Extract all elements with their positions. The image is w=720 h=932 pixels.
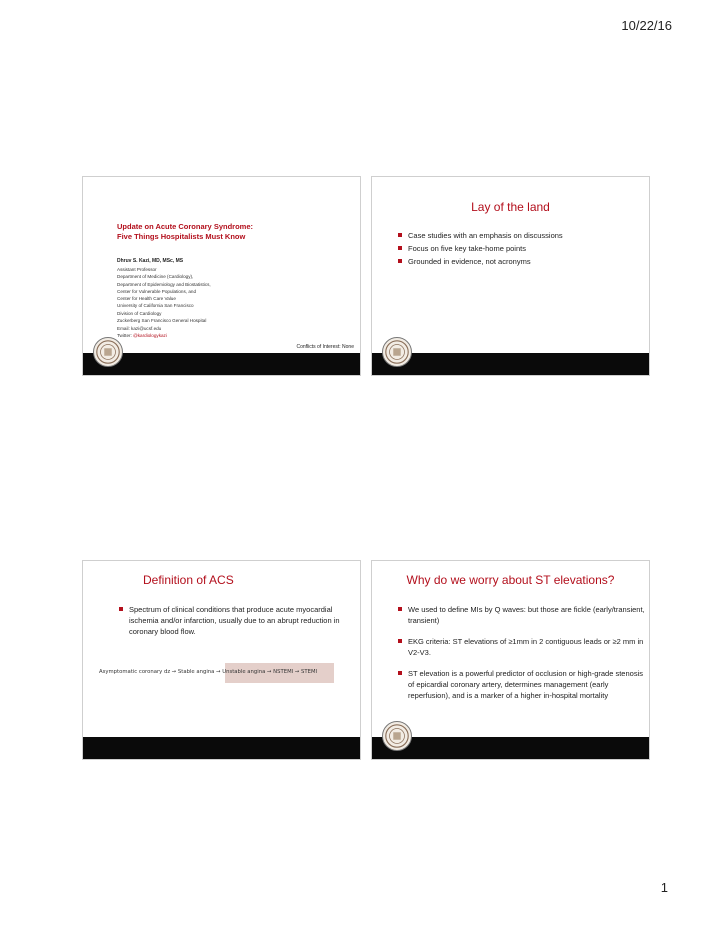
author-name: Dhruv S. Kazi, MD, MSc, MS — [117, 258, 184, 264]
slide-title: Definition of ACS — [143, 573, 234, 587]
slide-footer-band — [83, 737, 360, 759]
author-email: Email: kazi@ucsf.edu — [117, 326, 162, 331]
bullet-item: Case studies with an emphasis on discussions — [397, 230, 642, 241]
presentation-title — [117, 222, 317, 242]
title-line-2: Five Things Hospitalists Must Know — [117, 232, 246, 241]
bullet-item: ST elevation is a powerful predictor of occlusion or high-grade stenosis of epicardial coronary artery, determines management (early reperfusion), and is a marker of a higher in-hospital mortality — [397, 668, 647, 701]
slide-footer-band — [372, 737, 649, 759]
twitter-handle: @kardiologykazi — [133, 333, 167, 338]
bullet-item: Spectrum of clinical conditions that produce acute myocardial ischemia and/or infarction, usually due to an abrupt reduction in coronary blood flow. — [118, 604, 343, 637]
slide-footer-band — [372, 353, 649, 375]
affiliation-line: University of California San Francisco — [117, 303, 194, 309]
author-affiliations — [117, 266, 317, 324]
handout-date: 10/22/16 — [621, 18, 672, 33]
affiliation-line: Division of Cardiology — [117, 310, 162, 316]
slide-title: Why do we worry about ST elevations? — [406, 573, 615, 587]
bullet-item: Focus on five key take-home points — [397, 243, 642, 254]
slide-1-title — [82, 176, 361, 376]
affiliation-line: Assistant Professor — [117, 267, 157, 272]
title-line-1: Update on Acute Coronary Syndrome: — [117, 222, 253, 231]
bullet-list — [397, 604, 647, 711]
university-seal-icon — [382, 337, 412, 367]
page-number: 1 — [660, 880, 668, 895]
bullet-list — [118, 604, 343, 637]
bullet-item: We used to define MIs by Q waves: but those are fickle (early/transient, transient) — [397, 604, 647, 626]
slide-3-definition-of-acs — [82, 560, 361, 760]
slide-2-lay-of-the-land — [371, 176, 650, 376]
affiliation-line: Department of Medicine (Cardiology), — [117, 274, 194, 280]
affiliation-line: Center for Health Care Value — [117, 296, 176, 302]
acs-spectrum: Asymptomatic coronary dz → Stable angina → Unstable angina → NSTEMI → STEMI — [99, 669, 318, 675]
bullet-list — [397, 230, 642, 269]
twitter-label: Twitter: — [117, 333, 134, 338]
slide-title: Lay of the land — [471, 200, 550, 214]
university-seal-icon — [382, 721, 412, 751]
bullet-item: EKG criteria: ST elevations of ≥1mm in 2 contiguous leads or ≥2 mm in V2-V3. — [397, 636, 647, 658]
author-twitter — [117, 333, 167, 338]
conflicts-of-interest: Conflicts of Interest: None — [296, 344, 354, 350]
slide-footer-band — [83, 353, 360, 375]
affiliation-line: Zuckerberg San Francisco General Hospital — [117, 318, 207, 324]
slide-4-st-elevations — [371, 560, 650, 760]
affiliation-line: Center for Vulnerable Populations, and — [117, 288, 196, 294]
university-seal-icon — [93, 337, 123, 367]
affiliation-line: Department of Epidemiology and Biostatistics, — [117, 281, 211, 287]
bullet-item: Grounded in evidence, not acronyms — [397, 256, 642, 267]
